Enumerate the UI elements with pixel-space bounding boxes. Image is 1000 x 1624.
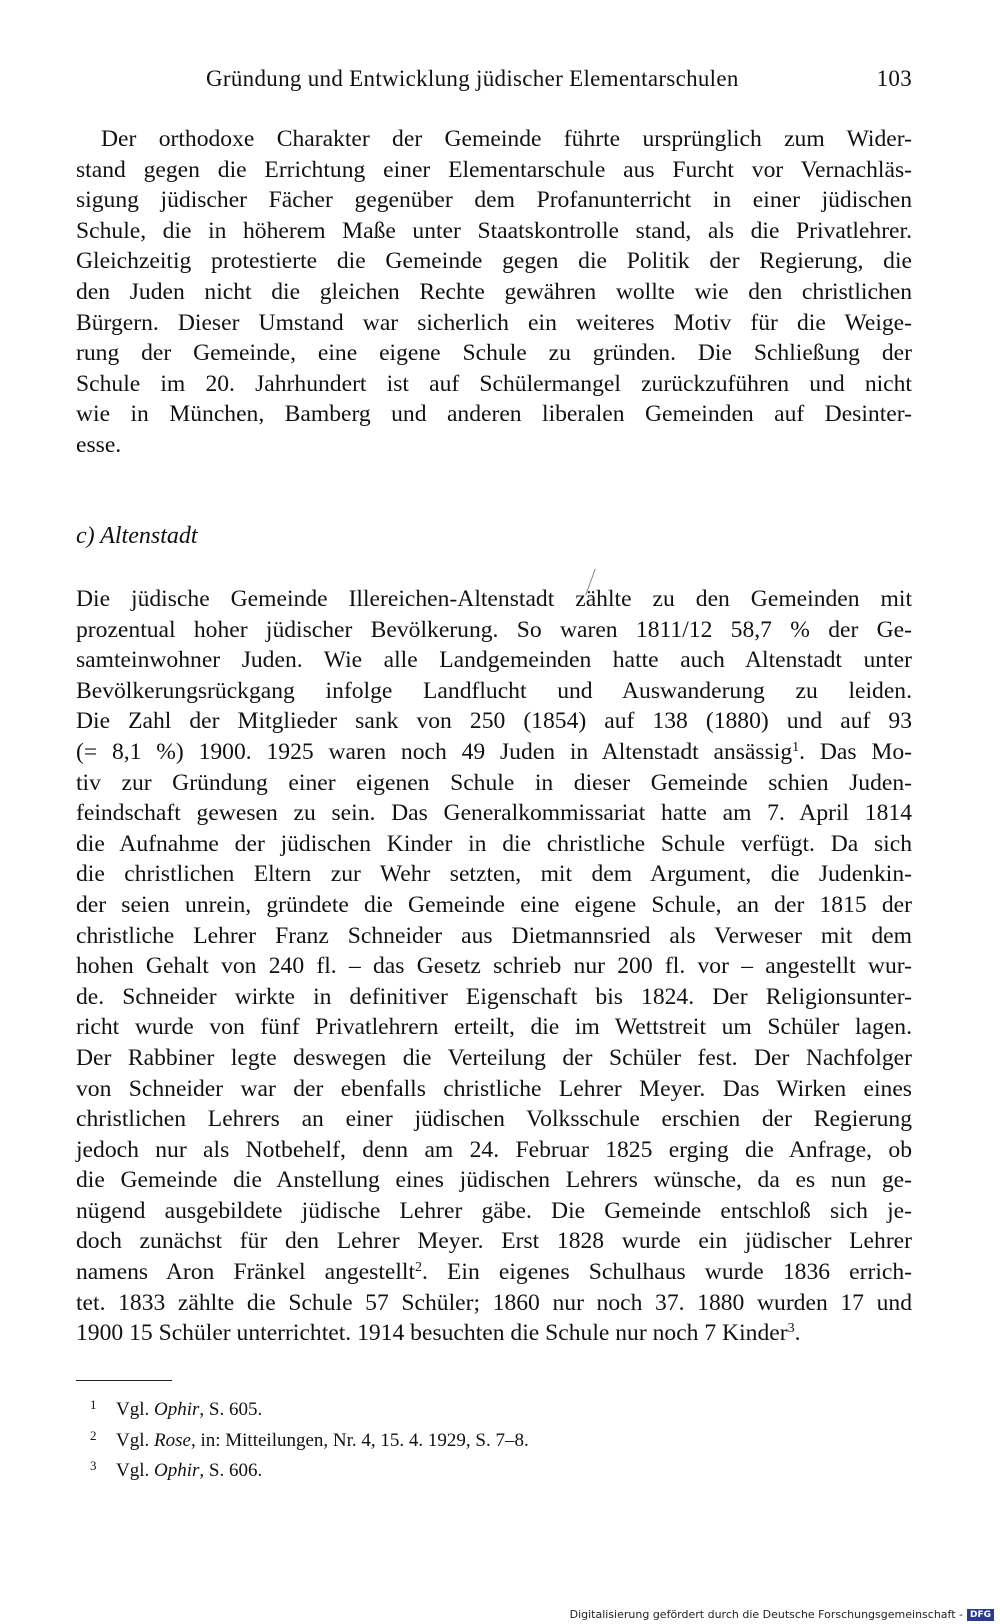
footnote-author: Ophir	[154, 1460, 200, 1481]
text-line: stand gegen die Errichtung einer Elementarschule aus Furcht vor Vernachläs-	[76, 156, 912, 183]
footnote-text: , S. 606.	[199, 1460, 263, 1481]
text-line: feindschaft gewesen zu sein. Das Generalkommissariat hatte am 7. April 1814	[76, 800, 912, 827]
footnote-3	[90, 1453, 529, 1484]
footnote-ref-2: 2	[415, 1260, 423, 1276]
text-line: christliche Lehrer Franz Schneider aus Dietmannsried als Verweser mit dem	[76, 922, 912, 949]
footnote-author: Ophir	[154, 1399, 200, 1420]
paragraph-orthodox-character	[76, 124, 912, 461]
text-line: Der Rabbiner legte deswegen die Verteilung der Schüler fest. Der Nachfolger	[76, 1044, 912, 1071]
text-segment: . Das Mo-	[799, 738, 912, 765]
text-line: Die Zahl der Mitglieder sank von 250 (1854) auf 138 (1880) und auf 93	[76, 708, 912, 735]
text-segment: 1900 15 Schüler unterrichtet. 1914 besuchten die Schule nur noch 7 Kinder	[76, 1320, 788, 1347]
footnote-text: , S. 605.	[199, 1399, 263, 1420]
text-line: Der orthodoxe Charakter der Gemeinde führte ursprünglich zum Wider-	[101, 126, 912, 152]
footnote-text: Vgl.	[116, 1429, 154, 1451]
text-line: doch zunächst für den Lehrer Meyer. Erst 1828 wurde ein jüdischer Lehrer	[76, 1228, 912, 1255]
text-segment: namens Aron Fränkel angestellt	[76, 1259, 416, 1286]
text-line: Bevölkerungsrückgang infolge Landflucht und Auswanderung zu leiden.	[76, 677, 912, 704]
text-line-with-footnote	[76, 1318, 912, 1349]
text-line: hohen Gehalt von 240 fl. – das Gesetz schrieb nur 200 fl. vor – angestellt wur-	[76, 953, 912, 980]
footnotes	[90, 1392, 529, 1484]
footnote-text: , in: Mitteilungen, Nr. 4, 15. 4. 1929, S. 7–8.	[190, 1429, 529, 1451]
text-segment: . Ein eigenes Schulhaus wurde 1836 errich-	[422, 1259, 913, 1286]
text-line: tet. 1833 zählte die Schule 57 Schüler; 1860 nur noch 37. 1880 wurden 17 und	[76, 1289, 912, 1316]
text-line: Bürgern. Dieser Umstand war sicherlich ein weiteres Motiv für die Weige-	[76, 309, 912, 336]
text-line: prozentual hoher jüdischer Bevölkerung. So waren 1811/12 58,7 % der Ge-	[76, 616, 912, 643]
text-segment: .	[794, 1320, 801, 1347]
text-line: samteinwohner Juden. Wie alle Landgemeinden hatte auch Altenstadt unter	[76, 647, 912, 674]
section-heading: c) Altenstadt	[76, 523, 198, 549]
footnote-number: 1	[90, 1397, 97, 1412]
text-line: die Gemeinde die Anstellung eines jüdischen Lehrers wünsche, da es nun ge-	[76, 1167, 912, 1194]
footnote-1	[90, 1392, 529, 1423]
text-line: Schule, die in höherem Maße unter Staatskontrolle stand, als die Privatlehrer.	[76, 217, 912, 244]
text-line: tiv zur Gründung einer eigenen Schule in dieser Gemeinde schien Juden-	[76, 769, 912, 796]
text-line: sigung jüdischer Fächer gegenüber dem Profanunterricht in einer jüdischen	[76, 187, 912, 214]
footnote-number: 3	[90, 1458, 97, 1473]
text-line: den Juden nicht die gleichen Rechte gewähren wollte wie den christlichen	[76, 278, 912, 305]
footnote-text: Vgl.	[116, 1460, 154, 1481]
footnote-2	[90, 1423, 529, 1454]
paragraph-altenstadt	[76, 584, 912, 1349]
footnote-author: Rose	[154, 1429, 191, 1451]
text-line: Die jüdische Gemeinde Illereichen-Altenstadt zählte zu den Gemeinden mit	[76, 586, 912, 612]
text-line: esse.	[76, 431, 122, 458]
text-line: nügend ausgebildete jüdische Lehrer gäbe. Die Gemeinde entschloß sich je-	[76, 1197, 912, 1224]
text-line: der seien unrein, gründete die Gemeinde eine eigene Schule, an der 1815 der	[76, 891, 912, 918]
text-line: von Schneider war der ebenfalls christliche Lehrer Meyer. Das Wirken eines	[76, 1075, 912, 1102]
footnote-number: 2	[90, 1427, 97, 1443]
text-line: rung der Gemeinde, eine eigene Schule zu gründen. Die Schließung der	[76, 340, 912, 367]
text-line: wie in München, Bamberg und anderen liberalen Gemeinden auf Desinter-	[76, 401, 912, 428]
text-line: Gleichzeitig protestierte die Gemeinde gegen die Politik der Regierung, die	[76, 248, 912, 275]
text-line: christlichen Lehrers an einer jüdischen Volksschule erschien der Regierung	[76, 1106, 912, 1133]
footnote-ref-3: 3	[787, 1321, 795, 1337]
page-number: 103	[876, 66, 912, 91]
text-line: de. Schneider wirkte in definitiver Eigenschaft bis 1824. Der Religionsunter-	[76, 983, 912, 1010]
digitization-footer	[570, 1605, 1000, 1624]
text-line: Schule im 20. Jahrhundert ist auf Schülermangel zurückzuführen und nicht	[76, 370, 912, 397]
dfg-logo: DFG	[967, 1609, 994, 1621]
text-line: jedoch nur als Notbehelf, denn am 24. Februar 1825 erging die Anfrage, ob	[76, 1136, 912, 1163]
dfg-credit: Digitalisierung gefördert durch die Deutsche Forschungsgemeinschaft -	[569, 1608, 963, 1621]
text-line: richt wurde von fünf Privatlehrern erteilt, die im Wettstreit um Schüler lagen.	[76, 1014, 912, 1041]
footnote-text: Vgl.	[116, 1399, 154, 1420]
text-line-with-footnote	[76, 1257, 912, 1288]
text-line-with-footnote	[76, 737, 912, 768]
text-line: die Aufnahme der jüdischen Kinder in die christliche Schule verfügt. Da sich	[76, 830, 912, 857]
text-segment: (= 8,1 %) 1900. 1925 waren noch 49 Juden in Altenstadt ansässig	[76, 738, 793, 765]
running-title: Gründung und Entwicklung jüdischer Elementarschulen	[206, 66, 739, 91]
text-line: die christlichen Eltern zur Wehr setzten, mit dem Argument, die Judenkin-	[76, 861, 912, 888]
footnote-rule	[76, 1380, 172, 1381]
footnote-ref-1: 1	[792, 739, 800, 755]
